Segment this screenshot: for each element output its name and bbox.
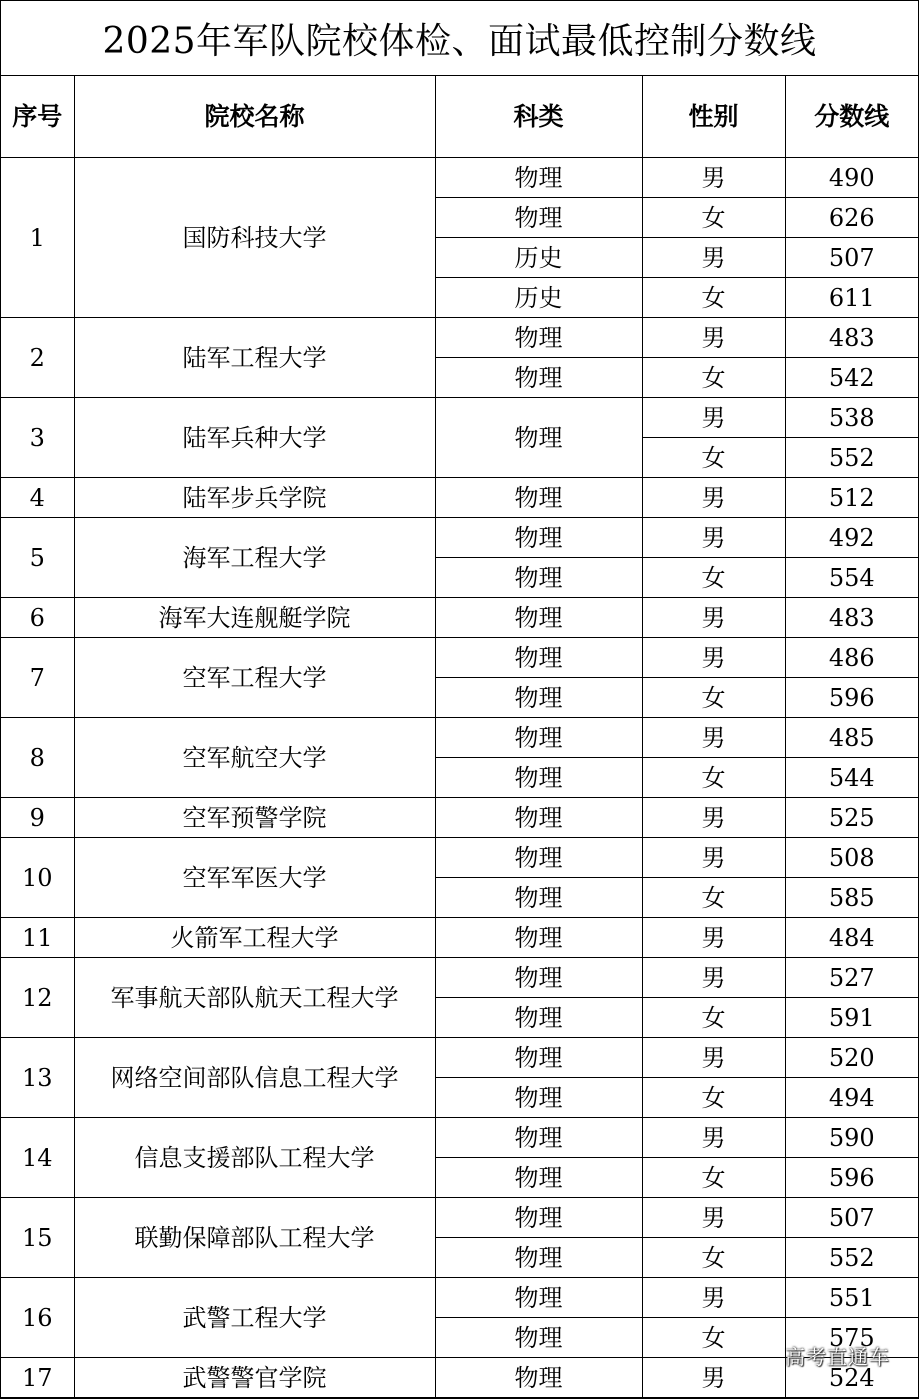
score-cell: 494 xyxy=(785,1078,918,1118)
gender-cell: 男 xyxy=(642,798,785,838)
score-cell: 551 xyxy=(785,1278,918,1318)
score-cell: 527 xyxy=(785,958,918,998)
header-gender: 性别 xyxy=(642,76,785,158)
school-name: 海军工程大学 xyxy=(74,518,435,598)
header-subject: 科类 xyxy=(435,76,642,158)
gender-cell: 女 xyxy=(642,758,785,798)
table-row xyxy=(1,518,918,558)
school-name: 空军航空大学 xyxy=(74,718,435,798)
subject-cell: 物理 xyxy=(435,838,642,878)
score-cell: 538 xyxy=(785,398,918,438)
score-table-body xyxy=(1,76,918,1398)
school-name: 空军预警学院 xyxy=(74,798,435,838)
gender-cell: 女 xyxy=(642,278,785,318)
subject-cell: 物理 xyxy=(435,158,642,198)
school-name: 联勤保障部队工程大学 xyxy=(74,1198,435,1278)
gender-cell: 女 xyxy=(642,1318,785,1358)
table-row xyxy=(1,638,918,678)
subject-cell: 物理 xyxy=(435,198,642,238)
gender-cell: 男 xyxy=(642,238,785,278)
gender-cell: 男 xyxy=(642,158,785,198)
school-number: 8 xyxy=(1,718,74,798)
score-cell: 585 xyxy=(785,878,918,918)
header-score: 分数线 xyxy=(785,76,918,158)
score-cell: 590 xyxy=(785,1118,918,1158)
subject-cell: 物理 xyxy=(435,798,642,838)
subject-cell: 物理 xyxy=(435,958,642,998)
table-row xyxy=(1,1038,918,1078)
table-row xyxy=(1,838,918,878)
header-school: 院校名称 xyxy=(74,76,435,158)
table-row xyxy=(1,918,918,958)
score-cell: 542 xyxy=(785,358,918,398)
score-table xyxy=(1,76,918,1398)
table-row xyxy=(1,478,918,518)
school-number: 4 xyxy=(1,478,74,518)
table-row xyxy=(1,318,918,358)
score-cell: 490 xyxy=(785,158,918,198)
gender-cell: 男 xyxy=(642,918,785,958)
school-number: 13 xyxy=(1,1038,74,1118)
gender-cell: 女 xyxy=(642,358,785,398)
score-cell: 484 xyxy=(785,918,918,958)
school-name: 陆军步兵学院 xyxy=(74,478,435,518)
school-number: 15 xyxy=(1,1198,74,1278)
page-title: 2025年军队院校体检、面试最低控制分数线 xyxy=(1,1,918,76)
subject-cell: 物理 xyxy=(435,1358,642,1398)
school-name: 空军工程大学 xyxy=(74,638,435,718)
subject-cell: 物理 xyxy=(435,718,642,758)
table-row xyxy=(1,958,918,998)
gender-cell: 男 xyxy=(642,518,785,558)
school-number: 6 xyxy=(1,598,74,638)
school-number: 5 xyxy=(1,518,74,598)
school-number: 1 xyxy=(1,158,74,318)
score-cell: 575 xyxy=(785,1318,918,1358)
subject-cell: 物理 xyxy=(435,758,642,798)
subject-cell: 物理 xyxy=(435,518,642,558)
school-name: 陆军兵种大学 xyxy=(74,398,435,478)
gender-cell: 女 xyxy=(642,878,785,918)
subject-cell: 物理 xyxy=(435,998,642,1038)
subject-cell: 物理 xyxy=(435,318,642,358)
subject-cell: 物理 xyxy=(435,918,642,958)
gender-cell: 女 xyxy=(642,1078,785,1118)
subject-cell: 物理 xyxy=(435,598,642,638)
score-cell: 626 xyxy=(785,198,918,238)
school-number: 3 xyxy=(1,398,74,478)
score-cell: 554 xyxy=(785,558,918,598)
gender-cell: 男 xyxy=(642,598,785,638)
school-number: 16 xyxy=(1,1278,74,1358)
watermark: 高考直通车 xyxy=(785,1345,890,1369)
table-row xyxy=(1,718,918,758)
gender-cell: 女 xyxy=(642,1158,785,1198)
table-row xyxy=(1,1198,918,1238)
score-cell: 483 xyxy=(785,598,918,638)
school-number: 12 xyxy=(1,958,74,1038)
subject-cell: 物理 xyxy=(435,1158,642,1198)
school-name: 海军大连舰艇学院 xyxy=(74,598,435,638)
subject-cell: 物理 xyxy=(435,1038,642,1078)
subject-cell: 物理 xyxy=(435,1118,642,1158)
gender-cell: 男 xyxy=(642,1198,785,1238)
school-number: 17 xyxy=(1,1358,74,1398)
table-row xyxy=(1,1358,918,1398)
score-cell: 611 xyxy=(785,278,918,318)
subject-cell: 物理 xyxy=(435,1198,642,1238)
subject-cell: 物理 xyxy=(435,558,642,598)
gender-cell: 女 xyxy=(642,438,785,478)
score-cell: 552 xyxy=(785,1238,918,1278)
school-name: 军事航天部队航天工程大学 xyxy=(74,958,435,1038)
score-cell: 552 xyxy=(785,438,918,478)
score-cell: 485 xyxy=(785,718,918,758)
school-number: 14 xyxy=(1,1118,74,1198)
school-number: 10 xyxy=(1,838,74,918)
gender-cell: 女 xyxy=(642,1238,785,1278)
score-cell: 524 xyxy=(785,1358,918,1398)
score-cell: 596 xyxy=(785,1158,918,1198)
score-cell: 507 xyxy=(785,1198,918,1238)
school-name: 火箭军工程大学 xyxy=(74,918,435,958)
table-row xyxy=(1,1278,918,1318)
score-cell: 483 xyxy=(785,318,918,358)
score-cell: 591 xyxy=(785,998,918,1038)
subject-cell: 物理 xyxy=(435,478,642,518)
school-number: 2 xyxy=(1,318,74,398)
score-cell: 492 xyxy=(785,518,918,558)
school-number: 7 xyxy=(1,638,74,718)
subject-cell: 物理 xyxy=(435,1078,642,1118)
gender-cell: 男 xyxy=(642,1278,785,1318)
subject-cell: 物理 xyxy=(435,1238,642,1278)
gender-cell: 男 xyxy=(642,1118,785,1158)
school-name: 武警工程大学 xyxy=(74,1278,435,1358)
score-cell: 525 xyxy=(785,798,918,838)
score-cell: 486 xyxy=(785,638,918,678)
subject-cell: 历史 xyxy=(435,278,642,318)
subject-cell: 物理 xyxy=(435,398,642,478)
table-row xyxy=(1,1118,918,1158)
table-row xyxy=(1,798,918,838)
gender-cell: 男 xyxy=(642,838,785,878)
subject-cell: 物理 xyxy=(435,1278,642,1318)
score-cell: 507 xyxy=(785,238,918,278)
school-name: 网络空间部队信息工程大学 xyxy=(74,1038,435,1118)
table-row xyxy=(1,598,918,638)
gender-cell: 男 xyxy=(642,318,785,358)
subject-cell: 物理 xyxy=(435,638,642,678)
score-cell: 544 xyxy=(785,758,918,798)
school-name: 武警警官学院 xyxy=(74,1358,435,1398)
score-cell: 520 xyxy=(785,1038,918,1078)
school-number: 11 xyxy=(1,918,74,958)
subject-cell: 物理 xyxy=(435,878,642,918)
gender-cell: 男 xyxy=(642,958,785,998)
gender-cell: 男 xyxy=(642,1038,785,1078)
subject-cell: 历史 xyxy=(435,238,642,278)
table-row xyxy=(1,398,918,438)
score-cell: 512 xyxy=(785,478,918,518)
subject-cell: 物理 xyxy=(435,1318,642,1358)
gender-cell: 女 xyxy=(642,558,785,598)
school-name: 国防科技大学 xyxy=(74,158,435,318)
gender-cell: 男 xyxy=(642,398,785,438)
subject-cell: 物理 xyxy=(435,678,642,718)
gender-cell: 男 xyxy=(642,1358,785,1398)
gender-cell: 男 xyxy=(642,478,785,518)
school-number: 9 xyxy=(1,798,74,838)
gender-cell: 女 xyxy=(642,998,785,1038)
school-name: 空军军医大学 xyxy=(74,838,435,918)
table-row xyxy=(1,158,918,198)
score-cell: 508 xyxy=(785,838,918,878)
school-name: 陆军工程大学 xyxy=(74,318,435,398)
score-cell: 596 xyxy=(785,678,918,718)
gender-cell: 女 xyxy=(642,678,785,718)
subject-cell: 物理 xyxy=(435,358,642,398)
school-name: 信息支援部队工程大学 xyxy=(74,1118,435,1198)
header-num: 序号 xyxy=(1,76,74,158)
gender-cell: 男 xyxy=(642,718,785,758)
gender-cell: 男 xyxy=(642,638,785,678)
gender-cell: 女 xyxy=(642,198,785,238)
header-row xyxy=(1,76,918,158)
